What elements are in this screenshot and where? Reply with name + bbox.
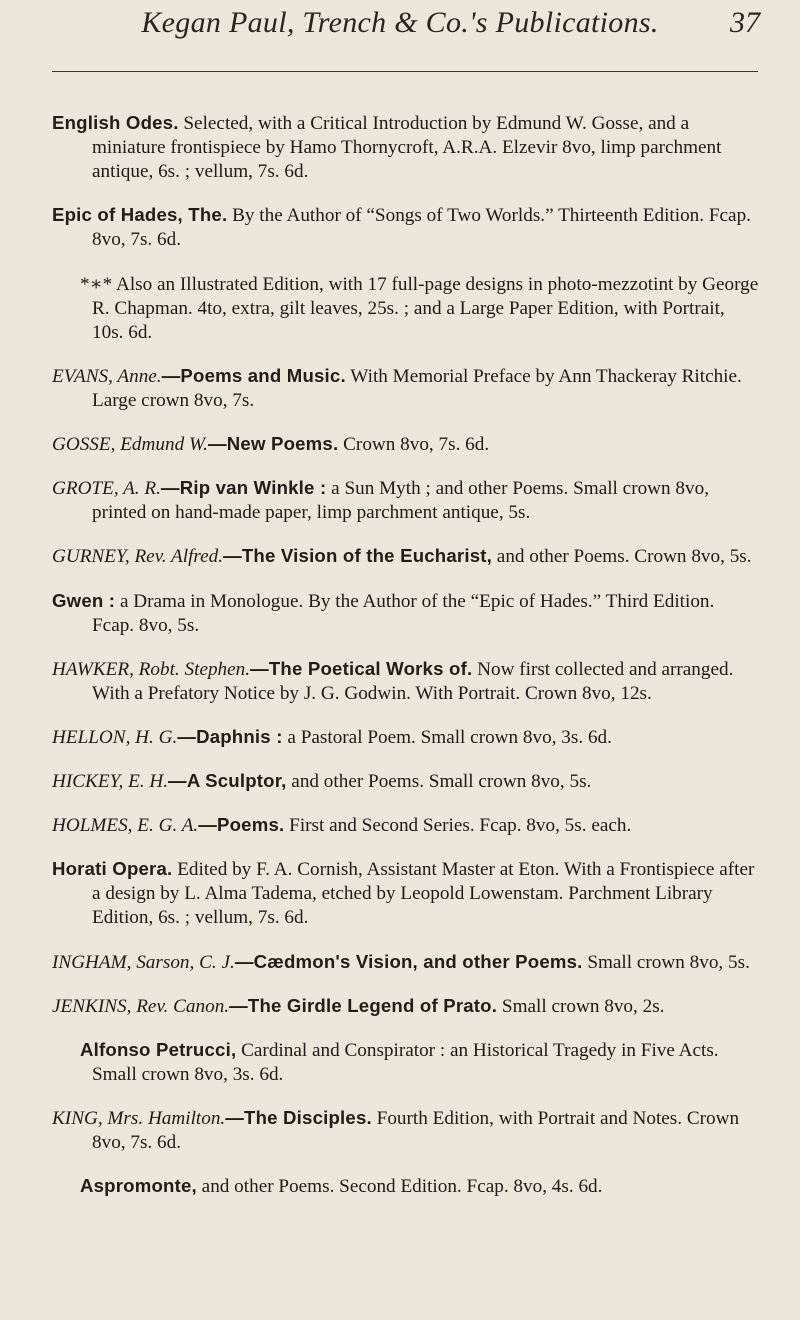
entry-text: and other Poems. Crown 8vo, 5s. [492,546,752,568]
page-header [0,6,800,60]
running-title: Kegan Paul, Trench & Co.'s Publications. [141,6,659,39]
entry-title: —Poems and Music. [161,364,346,386]
catalogue-entry [0,544,760,569]
entry-text: a Sun Myth ; and other Poems. Small crown 8vo, printed on hand-made paper, limp parchment antique, 5s. [92,478,709,524]
entry-author: HELLON, H. G. [52,726,178,748]
entry-title: —New Poems. [207,432,339,454]
entry-title: —Poems. [198,814,285,836]
entry-text: a Pastoral Poem. Small crown 8vo, 3s. 6d. [282,726,612,748]
entry-author: KING, Mrs. Hamilton. [52,1108,226,1130]
entry-text: Cardinal and Conspirator : an Historical Tragedy in Five Acts. Small crown 8vo, 3s. 6d. [92,1040,719,1085]
catalogue-entry [0,769,760,794]
catalogue-entry [0,1106,760,1155]
entry-author: GROTE, A. R. [52,478,161,500]
entry-author: EVANS, Anne. [52,365,162,387]
entry-title: Epic of Hades, The. [52,204,228,226]
entry-text: Fourth Edition, with Portrait and Notes. Crown 8vo, 7s. 6d. [92,1108,740,1154]
catalogue-entry [0,994,760,1019]
catalogue-entry [0,950,760,975]
catalogue-entry [0,725,760,750]
entry-author: HOLMES, E. G. A. [52,815,199,837]
catalogue-entry [0,203,760,252]
entry-title: —Daphnis : [177,725,283,747]
entry-title: —The Girdle Legend of Prato. [229,994,498,1016]
header-rule [52,71,758,72]
catalogue-entry [0,111,760,184]
entry-title: —Cædmon's Vision, and other Poems. [234,950,583,972]
entry-title: —A Sculptor, [168,770,287,792]
entry-text: By the Author of “Songs of Two Worlds.” Thirteenth Edition. Fcap. 8vo, 7s. 6d. [92,205,751,251]
catalogue-entry [0,364,760,413]
entry-author: GOSSE, Edmund W. [52,433,208,455]
entry-title: English Odes. [52,112,179,134]
entry-text: Selected, with a Critical Introduction by Edmund W. Gosse, and a miniature frontispiece by Hamo Thornycroft, A.R.A. Elzevir 8vo, limp parchment antique, 6s. ; vellum, 7s. 6d. [92,113,722,183]
entry-text: With Memorial Preface by Ann Thackeray Ritchie. Large crown 8vo, 7s. [92,365,742,411]
catalogue-entry [0,272,760,345]
entry-title: —The Poetical Works of. [250,657,473,679]
catalogue-entry [0,1174,760,1199]
catalogue-entry [0,813,760,838]
entry-title: —Rip van Winkle : [160,477,327,499]
entry-text: Small crown 8vo, 5s. [582,951,750,973]
entry-author: INGHAM, Sarson, C. J. [52,951,235,973]
entry-text: *∗* Also an Illustrated Edition, with 17 full-page designs in photo-mezzotint by George R. Chapman. 4to, extra, gilt leaves, 25s. ; and a Large Paper Edition, with Portrait, 10s. 6d. [80,273,759,343]
entry-text: and other Poems. Second Edition. Fcap. 8vo, 4s. 6d. [196,1176,603,1198]
catalogue-entry [0,476,760,525]
entry-text: Now first collected and arranged. With a Prefatory Notice by J. G. Godwin. With Portrait. Crown 8vo, 12s. [92,658,734,704]
entry-text: a Drama in Monologue. By the Author of the “Epic of Hades.” Third Edition. Fcap. 8vo, 5s. [92,590,715,636]
entry-text: Edited by F. A. Cornish, Assistant Master at Eton. With a Frontispiece after a design by L. Alma Tadema, etched by Leopold Lowenstam. Parchment Library Edition, 6s. ; vellum, 7s. 6d. [92,859,755,929]
entry-title: —The Disciples. [225,1107,372,1129]
entry-title: —The Vision of the Eucharist, [223,545,492,567]
entry-title: Aspromonte, [80,1175,197,1197]
catalogue-entries [0,92,800,1210]
entry-author: HAWKER, Robt. Stephen. [52,658,251,680]
entry-text: and other Poems. Small crown 8vo, 5s. [286,771,592,793]
entry-text: Small crown 8vo, 2s. [497,995,665,1017]
entry-text: Crown 8vo, 7s. 6d. [338,433,490,455]
entry-title: Gwen : [52,589,116,611]
entry-author: JENKINS, Rev. Canon. [52,995,230,1017]
catalogue-entry [0,432,760,457]
entry-author: HICKEY, E. H. [52,771,169,793]
catalogue-entry [0,1038,760,1087]
entry-author: GURNEY, Rev. Alfred. [52,546,224,568]
catalogue-entry [0,657,760,706]
entry-title: Horati Opera. [52,858,173,880]
catalogue-entry [0,589,760,638]
entry-text: First and Second Series. Fcap. 8vo, 5s. each. [284,815,632,837]
entry-title: Alfonso Petrucci, [80,1039,237,1060]
catalogue-entry [0,857,760,930]
page-number: 37 [730,6,760,39]
